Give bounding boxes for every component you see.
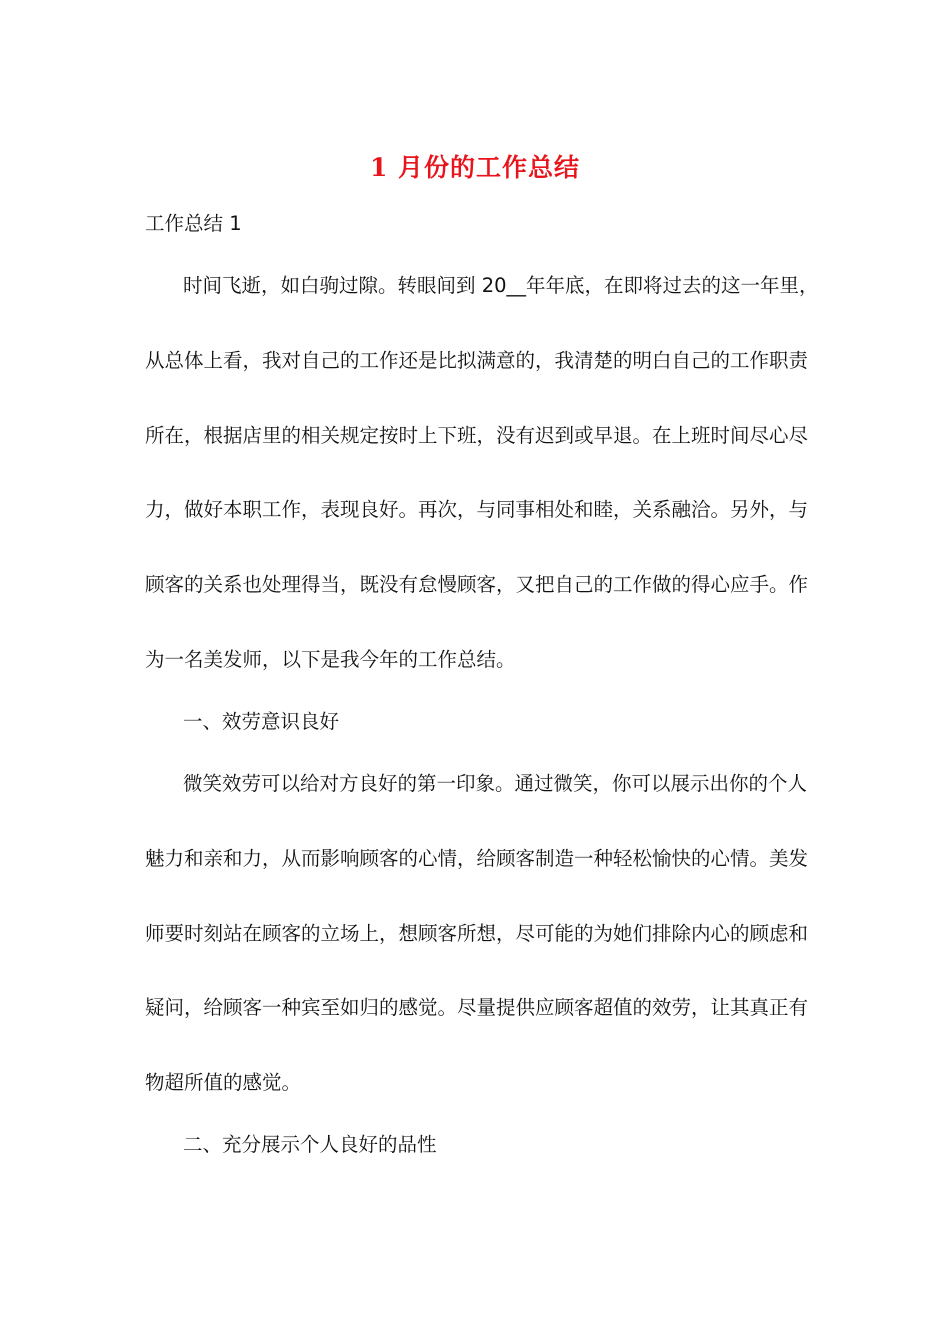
section-heading: 二、充分展示个人良好的品性 bbox=[183, 1133, 437, 1156]
paragraph-line: 物超所值的感觉。 bbox=[145, 1071, 302, 1094]
subtitle: 工作总结 1 bbox=[145, 212, 242, 235]
paragraph-line: 时间飞逝，如白驹过隙。转眼间到 20__年年底，在即将过去的这一年里， bbox=[183, 274, 819, 297]
paragraph-line: 微笑效劳可以给对方良好的第一印象。通过微笑，你可以展示出你的个人 bbox=[183, 772, 808, 795]
paragraph-line: 魅力和亲和力，从而影响顾客的心情，给顾客制造一种轻松愉快的心情。美发 bbox=[145, 847, 809, 870]
paragraph-line: 疑问，给顾客一种宾至如归的感觉。尽量提供应顾客超值的效劳，让其真正有 bbox=[145, 996, 809, 1019]
paragraph-line: 从总体上看，我对自己的工作还是比拟满意的，我清楚的明白自己的工作职责 bbox=[145, 349, 809, 372]
section-heading: 一、效劳意识良好 bbox=[183, 710, 340, 733]
paragraph-line: 顾客的关系也处理得当，既没有怠慢顾客，又把自己的工作做的得心应手。作 bbox=[145, 573, 809, 596]
paragraph-line: 所在，根据店里的相关规定按时上下班，没有迟到或早退。在上班时间尽心尽 bbox=[145, 424, 809, 447]
paragraph-line: 为一名美发师，以下是我今年的工作总结。 bbox=[145, 648, 516, 671]
paragraph-line: 力，做好本职工作，表现良好。再次，与同事相处和睦，关系融洽。另外，与 bbox=[145, 498, 809, 521]
document-title: 1 月份的工作总结 bbox=[369, 153, 581, 182]
paragraph-line: 师要时刻站在顾客的立场上，想顾客所想，尽可能的为她们排除内心的顾虑和 bbox=[145, 922, 809, 945]
